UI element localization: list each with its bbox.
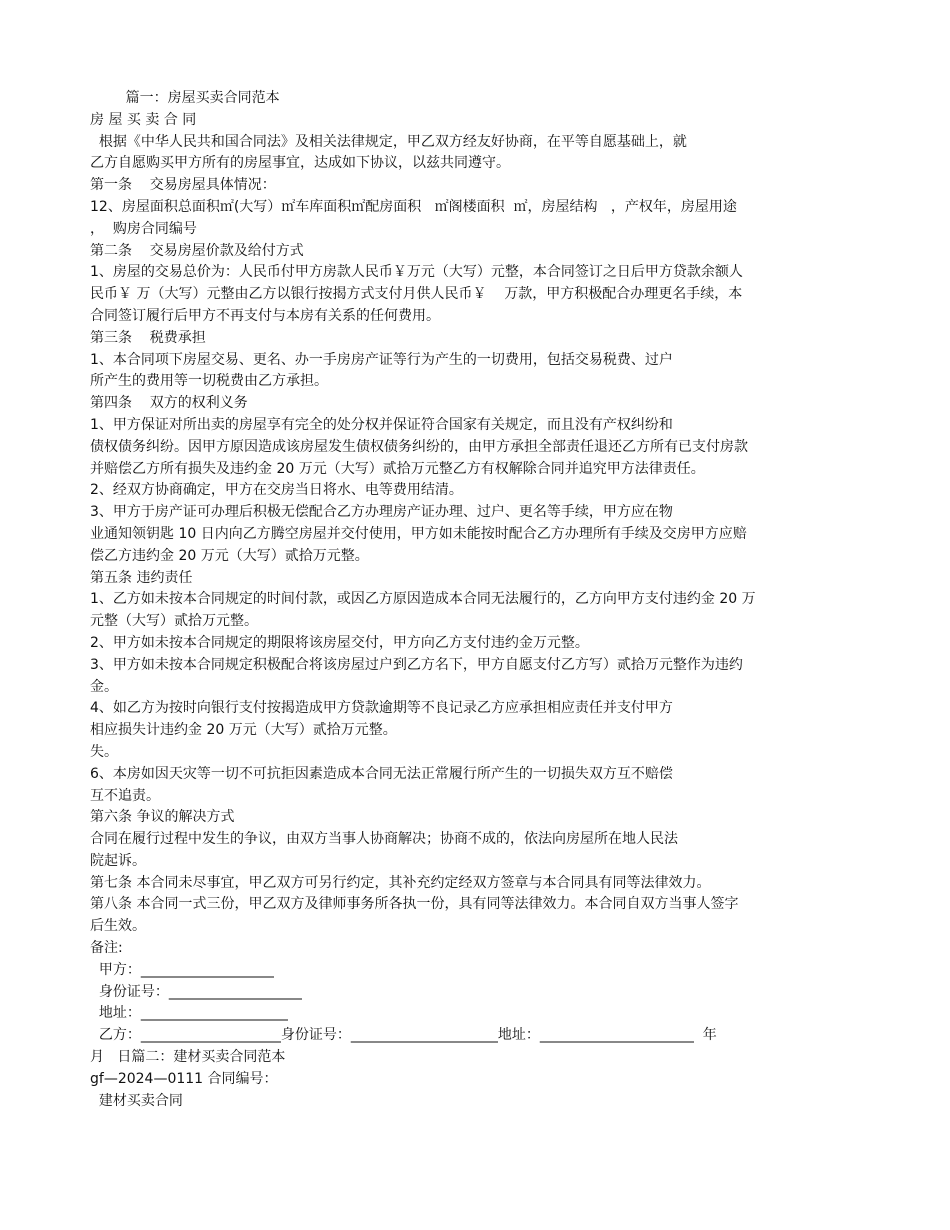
contract-title: 建材买卖合同 bbox=[90, 1092, 183, 1109]
article-text: 民币￥ 万（大写）元整由乙方以银行按揭方式支付月供人民币￥ 万款，甲方积极配合办理更名手续，本 bbox=[90, 286, 743, 303]
article-text: 1、乙方如未按本合同规定的时间付款，或因乙方原因造成本合同无法履行的，乙方向甲方支付违约金 20 万 bbox=[90, 591, 756, 608]
article-text: 金。 bbox=[90, 678, 118, 695]
remarks-label: 备注: bbox=[90, 940, 123, 957]
preamble-line: 根据《中华人民共和国合同法》及相关法律规定，甲乙双方经友好协商，在平等自愿基础上，就 bbox=[90, 133, 687, 150]
article-text: 1、房屋的交易总价为：人民币付甲方房款人民币￥万元（大写）元整，本合同签订之日后甲方贷款余额人 bbox=[90, 264, 743, 281]
article-heading: 第二条 交易房屋价款及给付方式 bbox=[90, 242, 304, 259]
section-heading: 篇一：房屋买卖合同范本 bbox=[90, 90, 280, 106]
article-text: 合同签订履行后甲方不再支付与本房有关系的任何费用。 bbox=[90, 307, 440, 324]
article-text: ， 购房合同编号 bbox=[90, 220, 197, 237]
article-text: 第七条 本合同未尽事宜，甲乙双方可另行约定，其补充约定经双方签章与本合同具有同等法律效力。 bbox=[90, 874, 711, 891]
contract-number: gf—2024—0111 合同编号： bbox=[90, 1070, 278, 1087]
article-text: 债权债务纠纷。因甲方原因造成该房屋发生债权债务纠纷的，由甲方承担全部责任退还乙方所有已支付房款 bbox=[90, 438, 748, 455]
article-text: 偿乙方违约金 20 万元（大写）贰拾万元整。 bbox=[90, 547, 369, 564]
article-heading: 第四条 双方的权利义务 bbox=[90, 395, 248, 412]
section-heading: 月 日篇二：建材买卖合同范本 bbox=[90, 1049, 286, 1066]
article-text: 互不追责。 bbox=[90, 787, 160, 804]
article-heading: 第三条 税费承担 bbox=[90, 329, 206, 346]
article-heading: 第五条 违约责任 bbox=[90, 569, 193, 586]
signature-address: 地址：_____________________ bbox=[90, 1005, 288, 1022]
article-text: 6、本房如因天灾等一切不可抗拒因素造成本合同无法正常履行所产生的一切损失双方互不赔偿 bbox=[90, 765, 673, 782]
article-text: 院起诉。 bbox=[90, 852, 146, 869]
article-text: 所产生的费用等一切税费由乙方承担。 bbox=[90, 373, 328, 390]
article-heading: 第六条 争议的解决方式 bbox=[90, 809, 235, 826]
signature-party-a: 甲方：___________________ bbox=[90, 961, 274, 978]
article-text: 3、甲方于房产证可办理后积极无偿配合乙方办理房产证办理、过户、更名等手续，甲方应在物 bbox=[90, 504, 673, 521]
article-heading: 第一条 交易房屋具体情况： bbox=[90, 177, 276, 194]
article-text: 并赔偿乙方所有损失及违约金 20 万元（大写）贰拾万元整乙方有权解除合同并追究甲方法律责任。 bbox=[90, 460, 705, 477]
article-text: 1、甲方保证对所出卖的房屋享有完全的处分权并保证符合国家有关规定，而且没有产权纠纷和 bbox=[90, 416, 673, 433]
signature-party-b: 乙方：____________________身份证号：_____________________地址：______________________ 年 bbox=[90, 1027, 717, 1044]
article-text: 失。 bbox=[90, 743, 118, 760]
article-text: 相应损失计违约金 20 万元（大写）贰拾万元整。 bbox=[90, 722, 397, 739]
article-text: 1、本合同项下房屋交易、更名、办一手房房产证等行为产生的一切费用，包括交易税费、过户 bbox=[90, 351, 673, 368]
article-text: 元整（大写）贰拾万元整。 bbox=[90, 613, 258, 630]
article-text: 4、如乙方为按时向银行支付按揭造成甲方贷款逾期等不良记录乙方应承担相应责任并支付甲方 bbox=[90, 700, 673, 717]
article-text: 第八条 本合同一式三份，甲乙双方及律师事务所各执一份，具有同等法律效力。本合同自双方当事人签字 bbox=[90, 896, 739, 913]
article-text: 12、房屋面积总面积㎡(大写）㎡车库面积㎡配房面积 ㎡阁楼面积 ㎡，房屋结构 ，产权年，房屋用途 bbox=[90, 198, 737, 215]
contract-document bbox=[90, 88, 862, 1112]
article-text: 合同在履行过程中发生的争议，由双方当事人协商解决；协商不成的，依法向房屋所在地人民法 bbox=[90, 831, 678, 848]
preamble-line: 乙方自愿购买甲方所有的房屋事宜，达成如下协议，以兹共同遵守。 bbox=[90, 155, 510, 172]
article-text: 2、经双方协商确定，甲方在交房当日将水、电等费用结清。 bbox=[90, 482, 463, 499]
article-text: 业通知领钥匙 10 日内向乙方腾空房屋并交付使用，甲方如未能按时配合乙方办理所有手续及交房甲方应赔 bbox=[90, 525, 747, 542]
article-text: 3、甲方如未按本合同规定积极配合将该房屋过户到乙方名下，甲方自愿支付乙方写）贰拾万元整作为违约 bbox=[90, 656, 743, 673]
article-text: 后生效。 bbox=[90, 918, 146, 935]
contract-title: 房 屋 买 卖 合 同 bbox=[90, 111, 197, 128]
signature-id-number: 身份证号：___________________ bbox=[90, 983, 302, 1000]
article-text: 2、甲方如未按本合同规定的期限将该房屋交付，甲方向乙方支付违约金万元整。 bbox=[90, 634, 589, 651]
